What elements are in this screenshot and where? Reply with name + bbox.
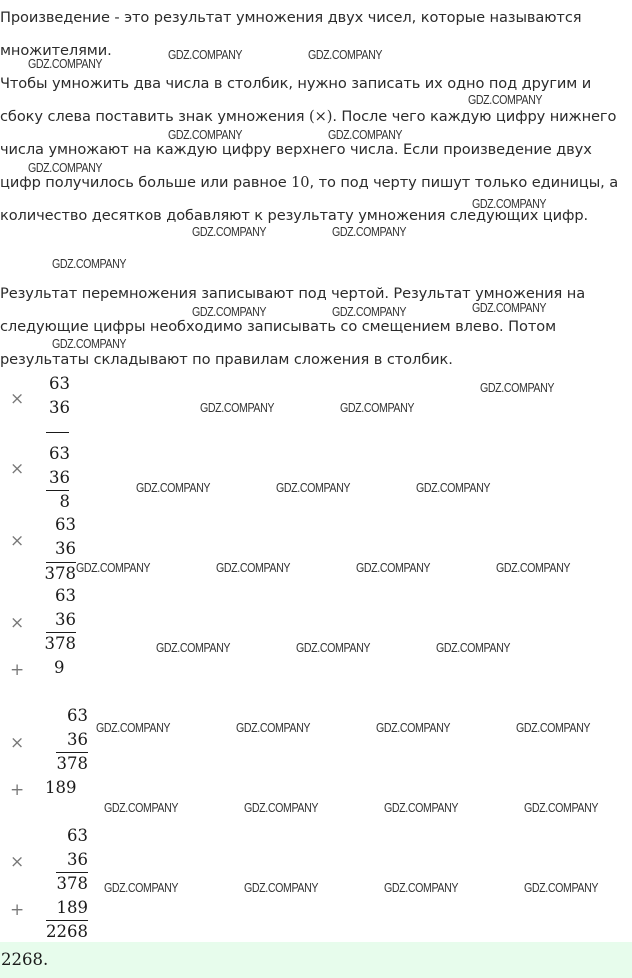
answer-value: 2268. xyxy=(1,950,49,969)
watermark: GDZ.COMPANY xyxy=(236,720,311,735)
step4-multiply-sign: × xyxy=(10,613,25,633)
watermark: GDZ.COMPANY xyxy=(104,880,179,895)
watermark: GDZ.COMPANY xyxy=(28,56,103,71)
step6-line xyxy=(56,872,88,873)
step2-multiplicand: 63 xyxy=(49,444,70,463)
watermark: GDZ.COMPANY xyxy=(76,560,151,575)
step1-multiplier: 36 xyxy=(49,398,70,417)
step2-line xyxy=(46,490,69,491)
watermark: GDZ.COMPANY xyxy=(480,380,555,395)
watermark: GDZ.COMPANY xyxy=(384,880,459,895)
step5-partial-result: 378 xyxy=(56,754,88,773)
step4-plus-sign: + xyxy=(10,660,25,680)
watermark: GDZ.COMPANY xyxy=(296,640,371,655)
step3-multiply-sign: × xyxy=(10,531,25,551)
step3-line xyxy=(46,562,76,563)
watermark: GDZ.COMPANY xyxy=(104,800,179,815)
step5-multiplier: 36 xyxy=(67,730,88,749)
step6-plus-sign: + xyxy=(10,900,25,920)
watermark: GDZ.COMPANY xyxy=(192,224,267,239)
watermark: GDZ.COMPANY xyxy=(244,880,319,895)
watermark: GDZ.COMPANY xyxy=(216,560,291,575)
watermark: GDZ.COMPANY xyxy=(96,720,171,735)
step4-second-partial: 9 xyxy=(54,658,65,677)
watermark: GDZ.COMPANY xyxy=(376,720,451,735)
step2-multiplier: 36 xyxy=(49,468,70,487)
step2-partial-result: 8 xyxy=(59,492,70,511)
step4-line xyxy=(46,632,76,633)
watermark: GDZ.COMPANY xyxy=(416,480,491,495)
watermark: GDZ.COMPANY xyxy=(472,196,547,211)
watermark: GDZ.COMPANY xyxy=(136,480,211,495)
paragraph-result xyxy=(0,277,632,376)
method-text-a: Чтобы умножить два числа в столбик, нужно записать их одно под другим и сбоку слева поставить знак умножения xyxy=(0,75,592,125)
method-text-c: , то под черту пишут только единицы, а количество десятков добавляют к результату умножения следующих цифр. xyxy=(0,174,619,224)
watermark: GDZ.COMPANY xyxy=(384,800,459,815)
paragraph-result-text: Результат перемножения записывают под чертой. Результат умножения на следующие цифры необходимо записывать со смещением влево. Потом результаты складывают по правилам сложения в столбик. xyxy=(0,285,586,368)
watermark: GDZ.COMPANY xyxy=(200,400,275,415)
watermark: GDZ.COMPANY xyxy=(308,47,383,62)
watermark: GDZ.COMPANY xyxy=(516,720,591,735)
watermark: GDZ.COMPANY xyxy=(332,304,407,319)
step5-multiplicand: 63 xyxy=(67,706,88,725)
step4-multiplier: 36 xyxy=(55,610,76,629)
watermark: GDZ.COMPANY xyxy=(168,47,243,62)
step6-sum-line xyxy=(46,920,88,921)
step3-multiplier: 36 xyxy=(55,539,76,558)
watermark: GDZ.COMPANY xyxy=(52,336,127,351)
step5-multiply-sign: × xyxy=(10,733,25,753)
watermark: GDZ.COMPANY xyxy=(496,560,571,575)
step3-multiplicand: 63 xyxy=(55,515,76,534)
step5-plus-sign: + xyxy=(10,780,25,800)
step5-line xyxy=(56,752,88,753)
watermark: GDZ.COMPANY xyxy=(340,400,415,415)
watermark: GDZ.COMPANY xyxy=(436,640,511,655)
step1-multiply-sign: × xyxy=(10,389,25,409)
watermark: GDZ.COMPANY xyxy=(328,127,403,142)
watermark: GDZ.COMPANY xyxy=(356,560,431,575)
watermark: GDZ.COMPANY xyxy=(168,127,243,142)
watermark: GDZ.COMPANY xyxy=(472,300,547,315)
step1-line xyxy=(46,432,69,433)
watermark: GDZ.COMPANY xyxy=(192,304,267,319)
answer-box xyxy=(0,942,632,978)
watermark: GDZ.COMPANY xyxy=(244,800,319,815)
watermark: GDZ.COMPANY xyxy=(524,880,599,895)
watermark: GDZ.COMPANY xyxy=(28,160,103,175)
step1-multiplicand: 63 xyxy=(49,374,70,393)
step6-total: 2268 xyxy=(46,922,88,941)
watermark: GDZ.COMPANY xyxy=(468,92,543,107)
step6-multiplier: 36 xyxy=(67,850,88,869)
multiply-sign-inline: (×) xyxy=(309,108,333,125)
step6-second-partial: 189 xyxy=(56,898,88,917)
step6-partial-result: 378 xyxy=(56,874,88,893)
step6-multiplicand: 63 xyxy=(67,826,88,845)
paragraph-definition-text: Произведение - это результат умножения двух чисел, которые называются множителями. xyxy=(0,9,582,59)
step4-partial-result: 378 xyxy=(44,634,76,653)
step4-multiplicand: 63 xyxy=(55,586,76,605)
step2-multiply-sign: × xyxy=(10,459,25,479)
method-text-b: . После чего каждую цифру нижнего числа умножают на каждую цифру верхнего числа. Если произведение двух цифр получилось больше или равное xyxy=(0,108,617,191)
watermark: GDZ.COMPANY xyxy=(524,800,599,815)
step6-multiply-sign: × xyxy=(10,852,25,872)
watermark: GDZ.COMPANY xyxy=(156,640,231,655)
watermark: GDZ.COMPANY xyxy=(332,224,407,239)
step3-partial-result: 378 xyxy=(44,564,76,583)
watermark: GDZ.COMPANY xyxy=(52,256,127,271)
ten-number-inline: 10 xyxy=(291,174,310,191)
step5-second-partial: 189 xyxy=(45,778,77,797)
watermark: GDZ.COMPANY xyxy=(276,480,351,495)
